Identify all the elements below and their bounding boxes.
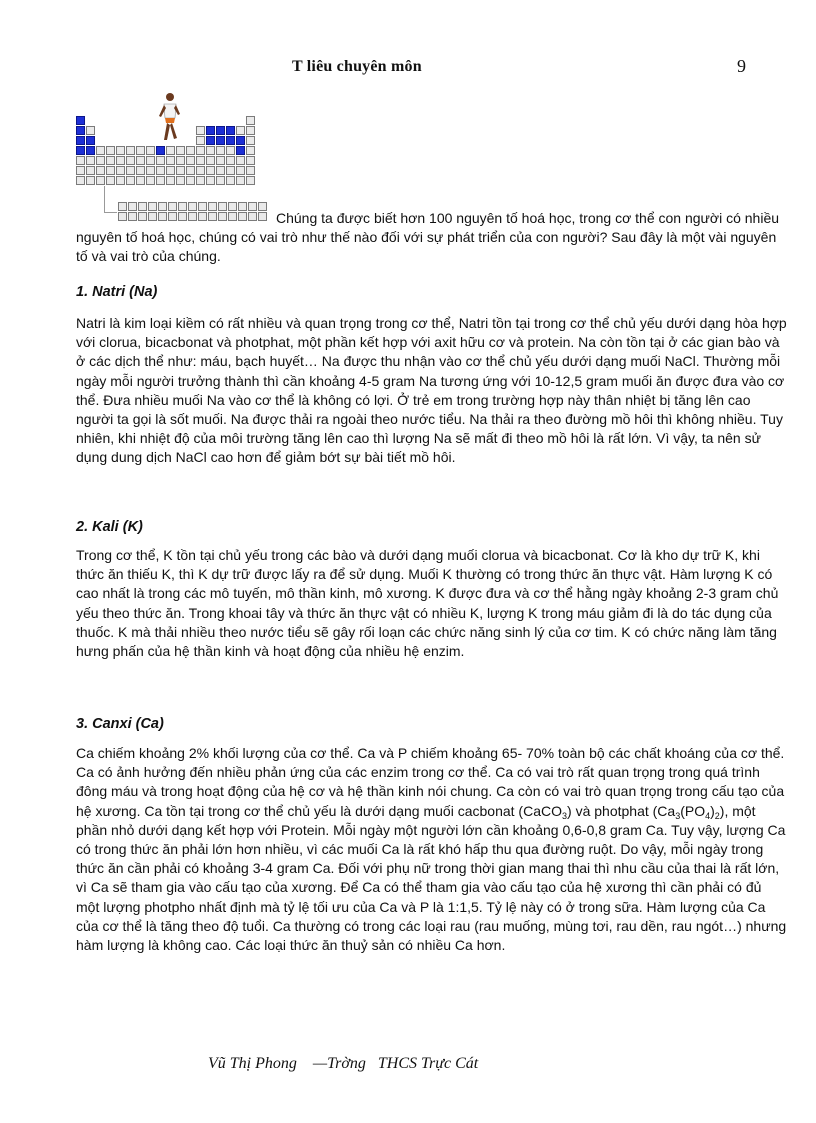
periodic-cell (96, 166, 105, 175)
page-number: 9 (737, 56, 746, 76)
periodic-cell (206, 176, 215, 185)
periodic-cell (186, 146, 195, 155)
kali-paragraph: Trong cơ thể, K tồn tại chủ yếu trong các bào và dưới dạng muối clorua và bicacbonat. Cơ là kho dự trữ K, khi thức ăn thiếu K, thì K dự trữ được lấy ra để sử dụng. Muối K thường có trong thức ăn thực vật. Hàm lượng K có cao nhất là trong các mô tuyến, mô thần kinh, mô xương. K được đưa và cơ thể hằng ngày khoảng 2-3 gram chủ yếu theo thức ăn. Trong khoai tây và thức ăn thực vật có nhiều K, lượng K trong máu giảm đi là do tác dụng của thuốc. K mà thải nhiều theo nước tiểu sẽ gây rối loạn các chức năng sinh lý của cơ tim. K có chức năng làm tăng hưng phấn của hệ thần kinh và hoạt động của nhiều hệ enzim. (76, 547, 779, 660)
periodic-cell (76, 146, 85, 155)
intro-paragraph (76, 209, 788, 267)
periodic-cell (216, 156, 225, 165)
periodic-cell (226, 166, 235, 175)
natri-paragraph: Natri là kim loại kiềm có rất nhiều và quan trọng trong cơ thể, Natri tồn tại trong cơ thể chủ yếu dưới dạng hòa hợp với clorua, bicacbonat và photphat, một phần kết hợp với axit hữu cơ và protein. Na còn tồn tại ở các gian bào và ở các dịch thể như: máu, bạch huyết… Na được thu nhận vào cơ thể chủ yếu dưới dạng muối NaCl. Thường mỗi ngày mỗi người trưởng thành thì cần khoảng 4-5 gram Na tương ứng với 10-12,5 gram muối ăn được đưa vào cơ thể. Đưa nhiều muối Na vào cơ thể là không có lợi. Ở trẻ em trong trường hợp này thân nhiệt bị tăng lên cao người ta gọi là sốt muối. Na được thải ra ngoài theo nước tiểu. Na thải ra theo đường mồ hôi thì không nhiều. Tuy nhiên, khi nhiệt độ của môi trường tăng lên cao thì lượng Na sẽ mất đi theo mồ hôi là rất lớn. Vì vậy, ta nên sử dụng dung dịch NaCl cao hơn để giảm bớt sự bài tiết mồ hôi. (76, 315, 787, 466)
periodic-cell (246, 136, 255, 145)
periodic-cell (206, 136, 215, 145)
periodic-cell (86, 146, 95, 155)
canxi-sub-a: 3 (562, 810, 568, 821)
periodic-cell (126, 146, 135, 155)
periodic-cell (106, 176, 115, 185)
periodic-cell (156, 156, 165, 165)
periodic-cell (186, 166, 195, 175)
periodic-cell (126, 176, 135, 185)
periodic-cell (236, 136, 245, 145)
periodic-cell (76, 136, 85, 145)
periodic-cell (146, 156, 155, 165)
periodic-cell (246, 146, 255, 155)
periodic-cell (166, 166, 175, 175)
periodic-cell (116, 146, 125, 155)
periodic-cell (216, 146, 225, 155)
periodic-cell (186, 156, 195, 165)
periodic-cell (156, 146, 165, 155)
canxi-sub-b: 3 (675, 810, 681, 821)
periodic-cell (126, 156, 135, 165)
periodic-cell (86, 156, 95, 165)
periodic-cell (206, 126, 215, 135)
periodic-cell (116, 166, 125, 175)
periodic-cell (96, 146, 105, 155)
periodic-cell (226, 146, 235, 155)
periodic-cell (156, 166, 165, 175)
section-body-natri (76, 314, 788, 468)
periodic-cell (216, 136, 225, 145)
periodic-cell (86, 176, 95, 185)
periodic-cell (106, 156, 115, 165)
periodic-cell (176, 166, 185, 175)
periodic-cell (96, 156, 105, 165)
periodic-cell (76, 156, 85, 165)
periodic-cell (206, 156, 215, 165)
periodic-cell (116, 176, 125, 185)
section-heading-natri: 1. Natri (Na) (76, 284, 158, 300)
periodic-cell (106, 146, 115, 155)
periodic-cell (196, 156, 205, 165)
periodic-cell (246, 126, 255, 135)
periodic-cell (86, 126, 95, 135)
section-heading-kali: 2. Kali (K) (76, 519, 143, 535)
header-title: T liêu chuyên môn (292, 58, 422, 75)
periodic-cell (76, 126, 85, 135)
canxi-text-e: ), một phần nhỏ dưới dạng kết hợp với Protein. Mỗi ngày một người lớn cần khoảng 0,6-0,8 gram Ca. Tuy vậy, lượng Ca có trong thức ăn phải lớn hơn nhiều, vì các muối Ca là rất khó hấp thu qua đường ruột. Do vậy, mỗi ngày trong thức ăn cần phải có khoảng 3-4 gram Ca. Đối với phụ nữ trong thời gian mang thai thì nhu cầu của thai là rất lớn, vì Ca sẽ tham gia vào cấu tạo của xương. Để Ca có thể tham gia vào cấu tạo của hệ xương thì cần phải có đủ một lượng photpho nhất định mà tỷ lệ tối ưu của Ca và P là 1:1,5. Tỷ lệ này có ở trong sữa. Hàm lượng của Ca của cơ thể là tăng theo độ tuổi. Ca thường có trong các loại rau (rau muống, mùng tơi, rau dền, rau ngót…) nhưng hàm lượng là không cao. Các loại thức ăn thuỷ sản có nhiều Ca hơn. (76, 802, 787, 954)
periodic-cell (166, 146, 175, 155)
page-footer: Vũ Thị Phong —Trờng THCS Trực Cát (208, 1055, 479, 1072)
periodic-cell (166, 176, 175, 185)
periodic-cell (236, 166, 245, 175)
periodic-cell (246, 156, 255, 165)
periodic-cell (246, 116, 255, 125)
periodic-cell (186, 176, 195, 185)
periodic-cell (226, 156, 235, 165)
canxi-text-c: (PO (680, 802, 706, 819)
periodic-cell (76, 116, 85, 125)
periodic-cell (246, 176, 255, 185)
periodic-cell (206, 166, 215, 175)
periodic-cell (196, 166, 205, 175)
canxi-text-d: ) (710, 802, 715, 819)
periodic-cell (76, 176, 85, 185)
canxi-sub-d: 2 (714, 810, 720, 821)
periodic-cell (236, 176, 245, 185)
periodic-cell (146, 176, 155, 185)
periodic-cell (136, 146, 145, 155)
periodic-cell (216, 126, 225, 135)
periodic-cell (86, 166, 95, 175)
periodic-cell (116, 156, 125, 165)
periodic-cell (106, 166, 115, 175)
canxi-paragraph (76, 744, 788, 955)
periodic-cell (176, 146, 185, 155)
periodic-cell (206, 146, 215, 155)
periodic-cell (146, 166, 155, 175)
periodic-table-graphic (76, 92, 276, 224)
page-header (0, 56, 816, 80)
section-heading-canxi: 3. Canxi (Ca) (76, 716, 164, 732)
canxi-sub-c: 4 (705, 810, 711, 821)
periodic-cell (176, 176, 185, 185)
periodic-cell (126, 166, 135, 175)
periodic-cell (216, 166, 225, 175)
periodic-cell (76, 166, 85, 175)
periodic-cell (196, 146, 205, 155)
periodic-cell (146, 146, 155, 155)
periodic-cell (136, 166, 145, 175)
periodic-cell (176, 156, 185, 165)
periodic-cell (226, 126, 235, 135)
periodic-cell (226, 136, 235, 145)
runner-figure (156, 92, 182, 144)
periodic-cell (196, 126, 205, 135)
periodic-cell (216, 176, 225, 185)
periodic-cell (226, 176, 235, 185)
periodic-cell (236, 146, 245, 155)
periodic-cell (86, 136, 95, 145)
periodic-cell (196, 136, 205, 145)
section-body-canxi (76, 744, 788, 955)
periodic-cell (236, 156, 245, 165)
canxi-text-b: ) và photphat (Ca (567, 802, 676, 819)
periodic-cell (196, 176, 205, 185)
periodic-cell (156, 176, 165, 185)
periodic-cell (236, 126, 245, 135)
periodic-cell (136, 156, 145, 165)
periodic-cell (96, 176, 105, 185)
periodic-cell (246, 166, 255, 175)
periodic-cell (136, 176, 145, 185)
section-body-kali (76, 546, 788, 661)
canxi-text-a: Ca chiếm khoảng 2% khối lượng của cơ thể. Ca và P chiếm khoảng 65- 70% toàn bộ các chất khoáng của cơ thể. Ca có ảnh hưởng đến nhiều phản ứng của các enzim trong cơ thể. Ca có vai trò rất quan trọng trong quá trình đông máu và trong hoạt động của hệ cơ và hệ thần kinh nói chung. Ca còn có vai trò quan trọng trong cấu tạo của hệ xương. Ca tồn tại trong cơ thể chủ yếu là dưới dạng muối cacbonat (CaCO (76, 745, 785, 819)
intro-text: Chúng ta được biết hơn 100 nguyên tố hoá học, trong cơ thể con người có nhiều nguyên tố hoá học, chúng có vai trò như thế nào đối với sự phát triển của con người? Sau đây là một vài nguyên tố và vai trò của chúng. (76, 210, 780, 265)
periodic-cell (166, 156, 175, 165)
